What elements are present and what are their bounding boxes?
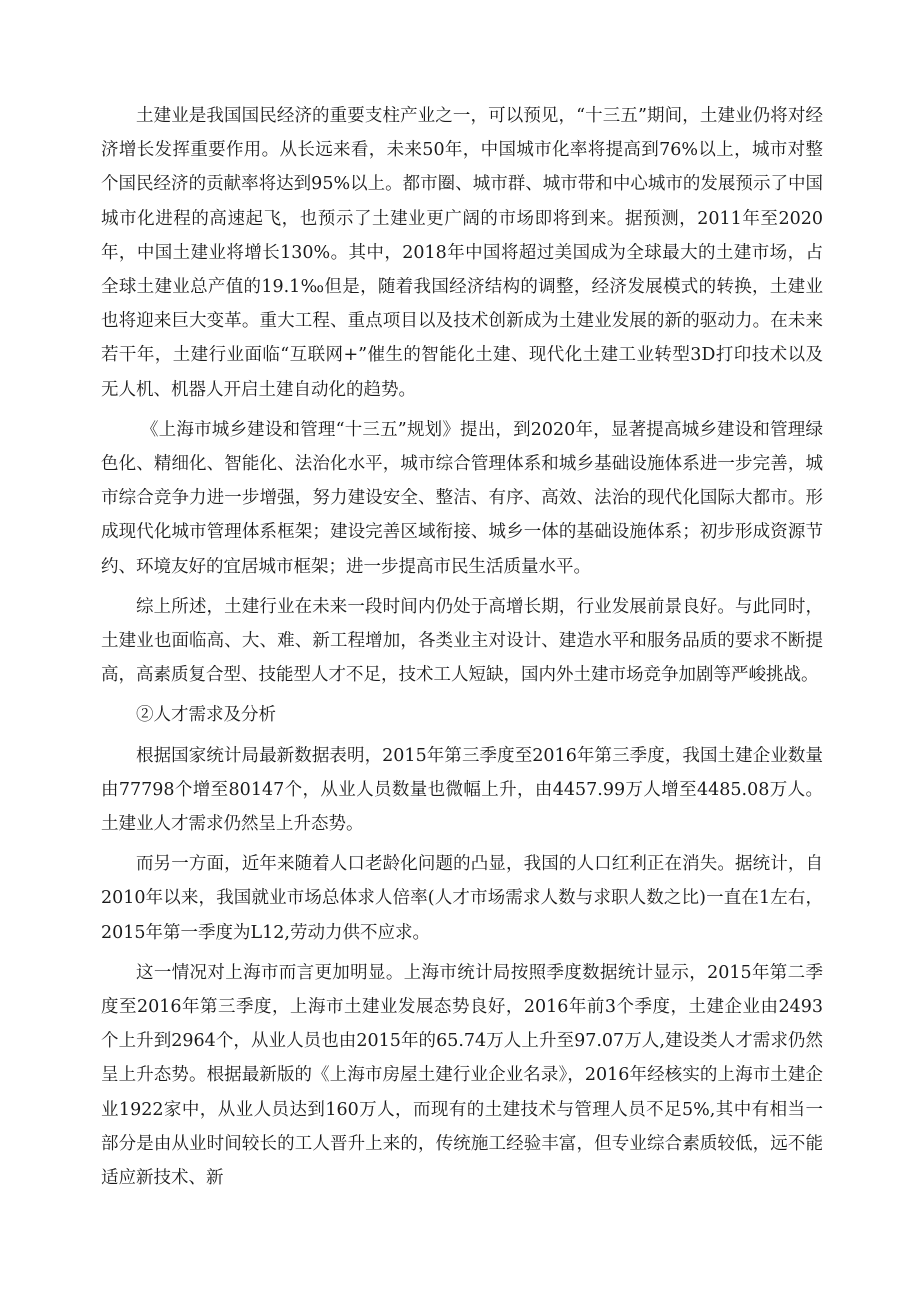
paragraph-national-statistics: 根据国家统计局最新数据表明，2015年第三季度至2016年第三季度，我国土建企业数量由77798个增至80147个，从业人员数量也微幅上升，由4457.99万人增至4485.08万人。土建业人才需求仍然呈上升态势。 xyxy=(101,745,823,835)
section-heading-talent-demand: ②人才需求及分析 xyxy=(136,705,276,726)
paragraph-summary: 综上所述，土建行业在未来一段时间内仍处于高增长期，行业发展前景良好。与此同时，土建业也面临高、大、难、新工程增加，各类业主对设计、建造水平和服务品质的要求不断提高，高素质复合型、技能型人才不足，技术工人短缺，国内外土建市场竞争加剧等严峻挑战。 xyxy=(101,596,823,686)
paragraph-industry-outlook: 土建业是我国国民经济的重要支柱产业之一，可以预见，“十三五”期间，土建业仍将对经济增长发挥重要作用。从长远来看，未来50年，中国城市化率将提高到76%以上，城市对整个国民经济的贡献率将达到95%以上。都市圈、城市群、城市带和中心城市的发展预示了中国城市化进程的高速起飞，也预示了土建业更广阔的市场即将到来。据预测，2011年至2020年，中国土建业将增长130%。其中，2018年中国将超过美国成为全球最大的土建市场，占全球土建业总产值的19.1‰但是，随着我国经济结构的调整，经济发展模式的转换，土建业也将迎来巨大变革。重大工程、重点项目以及技术创新成为土建业发展的新的驱动力。在未来若干年，土建行业面临“互联网+”催生的智能化土建、现代化土建工业转型3D打印技术以及无人机、机器人开启土建自动化的趋势。 xyxy=(101,106,823,400)
paragraph-shanghai-statistics: 这一情况对上海市而言更加明显。上海市统计局按照季度数据统计显示，2015年第二季度至2016年第三季度，上海市土建业发展态势良好，2016年前3个季度，土建企业由2493个上升到2964个，从业人员也由2015年的65.74万人上升至97.07万人,建设类人才需求仍然呈上升态势。根据最新版的《上海市房屋土建行业企业名录》，2016年经核实的上海市土建企业1922家中，从业人员达到160万人，而现有的土建技术与管理人员不足5%,其中有相当一部分是由从业时间较长的工人晋升上来的，传统施工经验丰富，但专业综合素质较低，远不能适应新技术、新 xyxy=(101,962,823,1189)
paragraph-shanghai-plan: 《上海市城乡建设和管理“十三五”规划》提出，到2020年，显著提高城乡建设和管理绿色化、精细化、智能化、法治化水平，城市综合管理体系和城乡基础设施体系进一步完善，城市综合竞争力进一步增强，努力建设安全、整洁、有序、高效、法治的现代化国际大都市。形成现代化城市管理体系框架；建设完善区域衔接、城乡一体的基础设施体系；初步形成资源节约、环境友好的宜居城市框架；进一步提高市民生活质量水平。 xyxy=(101,419,823,577)
document-body xyxy=(101,99,823,1201)
paragraph-demographic-dividend: 而另一方面，近年来随着人口老龄化问题的凸显，我国的人口红利正在消失。据统计，自2010年以来，我国就业市场总体求人倍率(人才市场需求人数与求职人数之比)一直在1左右，2015年第一季度为L12,劳动力供不应求。 xyxy=(101,854,823,943)
